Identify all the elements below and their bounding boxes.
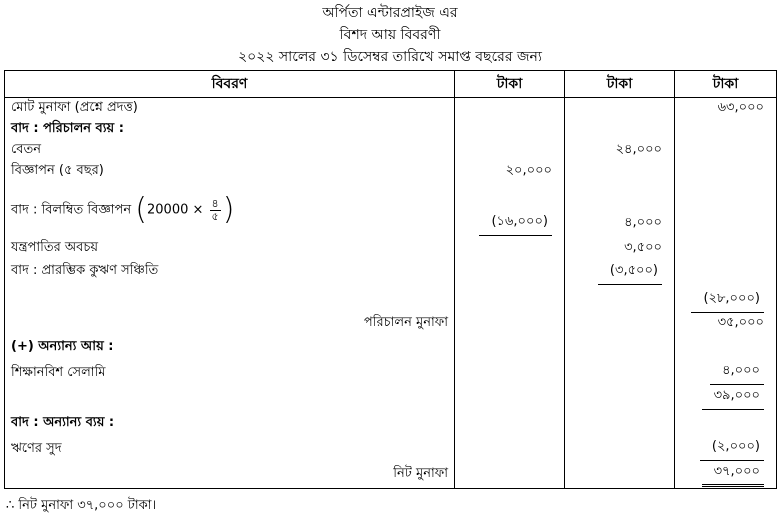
conclusion-text: নিট মুনাফা ৩৭,০০০ টাকা। bbox=[18, 498, 157, 513]
table-row bbox=[5, 161, 777, 182]
table-row bbox=[5, 140, 777, 161]
depreciation-label: যন্ত্রপাতির অবচয় bbox=[5, 238, 455, 259]
table-row bbox=[5, 360, 777, 386]
column-header-description: বিবরণ bbox=[5, 71, 455, 98]
table-row bbox=[5, 98, 777, 120]
loan-interest-cell bbox=[675, 436, 777, 462]
table-row bbox=[5, 386, 777, 410]
therefore-symbol: ∴ bbox=[6, 498, 15, 513]
operating-profit-amount: ৩৫,০০০ bbox=[675, 313, 777, 334]
loan-interest-amount: (২,০০০) bbox=[700, 437, 764, 461]
net-profit-label: নিট মুনাফা bbox=[5, 462, 455, 488]
deferred-advertisement-cell bbox=[5, 182, 455, 238]
fraction bbox=[210, 198, 221, 223]
close-paren: ) bbox=[222, 192, 235, 227]
operating-expenses-total-cell bbox=[675, 289, 777, 313]
salary-amount: ২৪,০০০ bbox=[565, 140, 675, 161]
bad-debt-reserve-amount: (৩,৫০০) bbox=[598, 261, 662, 285]
gross-profit-amount: ৬৩,০০০ bbox=[675, 98, 777, 120]
conclusion-line bbox=[6, 496, 156, 516]
net-profit-cell bbox=[675, 462, 777, 488]
open-paren: ( bbox=[135, 192, 147, 227]
other-income-heading: (+) অন্যান্য আয় : bbox=[5, 334, 455, 360]
column-header-amount-2: টাকা bbox=[565, 71, 675, 98]
net-advertisement-amount: ৪,০০০ bbox=[565, 182, 675, 238]
bad-debt-reserve-label: বাদ : প্রারম্ভিক কুঋণ সঞ্চিতি bbox=[5, 259, 455, 289]
table-row bbox=[5, 410, 777, 436]
operating-expenses-heading: বাদ : পরিচালন ব্যয় : bbox=[5, 119, 455, 140]
deferred-advertisement-amount-cell bbox=[455, 182, 565, 238]
fraction-numerator: ৪ bbox=[211, 196, 219, 210]
subtotal-amount: ৩৯,০০০ bbox=[702, 386, 764, 410]
company-name: অর্পিতা এন্টারপ্রাইজ এর bbox=[322, 5, 458, 21]
loan-interest-label: ঋণের সুদ bbox=[5, 436, 455, 462]
table-row bbox=[5, 289, 777, 313]
other-expenses-heading: বাদ : অন্যান্য ব্যয় : bbox=[5, 410, 455, 436]
salary-label: বেতন bbox=[5, 140, 455, 161]
table-row bbox=[5, 436, 777, 462]
table-row bbox=[5, 313, 777, 334]
bad-debt-reserve-cell bbox=[565, 259, 675, 289]
times-sign: × bbox=[192, 202, 204, 218]
column-header-amount-3: টাকা bbox=[675, 71, 777, 98]
operating-expenses-total: (২৮,০০০) bbox=[691, 289, 764, 313]
advertisement-amount: ২০,০০০ bbox=[455, 161, 565, 182]
statement-period: ২০২২ সালের ৩১ ডিসেম্বর তারিখে সমাপ্ত বছরের জন্য bbox=[238, 49, 542, 65]
column-header-amount-1: টাকা bbox=[455, 71, 565, 98]
table-row bbox=[5, 259, 777, 289]
table-row bbox=[5, 119, 777, 140]
income-statement-table bbox=[4, 70, 777, 489]
deferred-advertisement-label: বাদ : বিলম্বিত বিজ্ঞাপন bbox=[11, 202, 132, 218]
net-profit-amount: ৩৭,০০০ bbox=[702, 462, 764, 487]
table-row bbox=[5, 462, 777, 488]
apprentice-premium-label: শিক্ষানবিশ সেলামি bbox=[5, 360, 455, 386]
deferred-amount: 20000 bbox=[147, 202, 189, 218]
gross-profit-label: মোট মুনাফা (প্রশ্নে প্রদত্ত) bbox=[5, 98, 455, 120]
statement-title: বিশদ আয় বিবরণী bbox=[339, 27, 441, 43]
depreciation-amount: ৩,৫০০ bbox=[565, 238, 675, 259]
operating-profit-label: পরিচালন মুনাফা bbox=[5, 313, 455, 334]
apprentice-premium-amount: ৪,০০০ bbox=[710, 361, 764, 385]
table-row bbox=[5, 238, 777, 259]
table-row bbox=[5, 334, 777, 360]
deferred-advertisement-amount: (১৬,০০০) bbox=[479, 212, 552, 236]
apprentice-premium-cell bbox=[675, 360, 777, 386]
table-row bbox=[5, 182, 777, 238]
advertisement-label: বিজ্ঞাপন (৫ বছর) bbox=[5, 161, 455, 182]
table-header-row bbox=[5, 71, 777, 98]
fraction-denominator: ৫ bbox=[211, 209, 219, 223]
subtotal-cell bbox=[675, 386, 777, 410]
